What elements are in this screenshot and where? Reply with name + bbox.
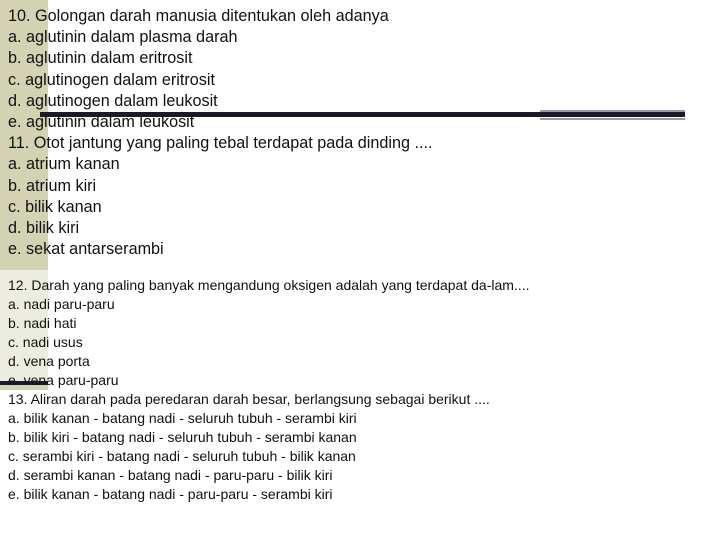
option-12a: a. nadi paru-paru [8, 296, 115, 312]
option-11d: d. bilik kiri [8, 219, 80, 238]
option-12c: c. nadi usus [8, 334, 83, 350]
option-13a: a. bilik kanan - batang nadi - seluruh tubuh - serambi kiri [8, 410, 357, 426]
question-block-10-11 [8, 6, 433, 260]
question-13-text: 13. Aliran darah pada peredaran darah besar, berlangsung sebagai berikut .... [8, 391, 490, 407]
option-11c: c. bilik kanan [8, 197, 102, 216]
question-11-text: 11. Otot jantung yang paling tebal terdapat pada dinding .... [8, 134, 433, 153]
option-11a: a. atrium kanan [8, 155, 120, 174]
option-13c: c. serambi kiri - batang nadi - seluruh tubuh - bilik kanan [8, 448, 356, 464]
question-block-12-13 [8, 276, 529, 504]
option-10c: c. aglutinogen dalam eritrosit [8, 70, 215, 89]
option-10b: b. aglutinin dalam eritrosit [8, 49, 193, 68]
option-12d: d. vena porta [8, 353, 90, 369]
option-10a: a. aglutinin dalam plasma darah [8, 28, 238, 47]
question-10-text: 10. Golongan darah manusia ditentukan oleh adanya [8, 7, 389, 25]
option-10e: e. aglutinin dalam leukosit [8, 113, 195, 132]
option-12b: b. nadi hati [8, 315, 77, 331]
question-12-text: 12. Darah yang paling banyak mengandung oksigen adalah yang terdapat da-lam.... [8, 277, 530, 293]
option-11b: b. atrium kiri [8, 176, 97, 195]
option-10d: d. aglutinogen dalam leukosit [8, 91, 218, 110]
option-13d: d. serambi kanan - batang nadi - paru-paru - bilik kiri [8, 467, 333, 483]
decor-rule-grey-lower [540, 118, 685, 120]
option-13b: b. bilik kiri - batang nadi - seluruh tubuh - serambi kanan [8, 429, 357, 445]
option-11e: e. sekat antarserambi [8, 240, 164, 259]
option-13e: e. bilik kanan - batang nadi - paru-paru - serambi kiri [8, 486, 333, 502]
option-12e: e. vena paru-paru [8, 372, 119, 388]
